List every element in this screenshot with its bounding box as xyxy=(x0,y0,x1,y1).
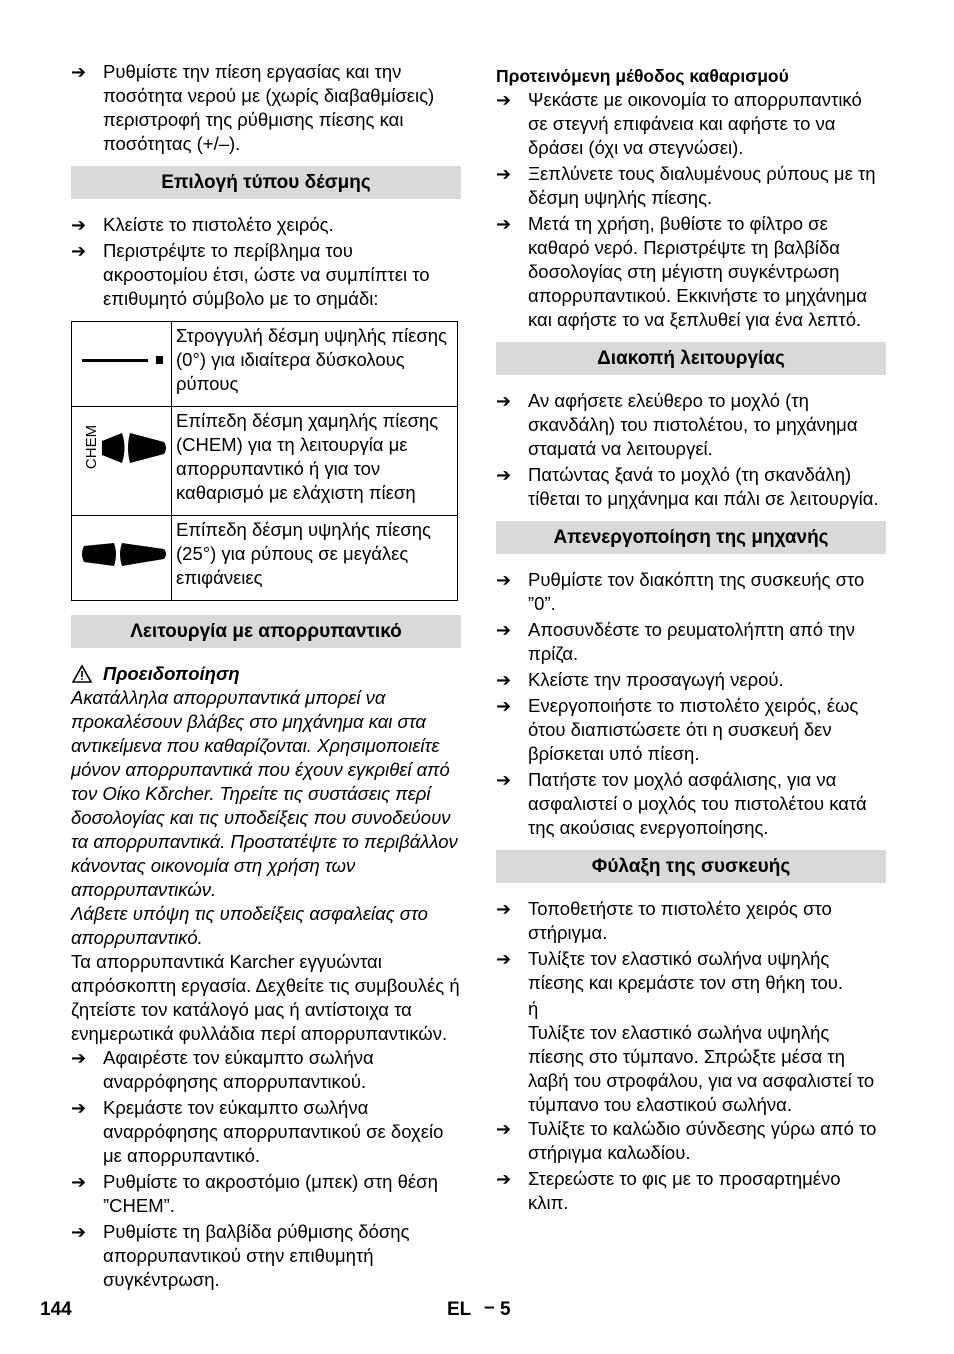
list-item: ➔ Στερεώστε το φις με το προσαρτημένο κλιπ. xyxy=(496,1168,841,1213)
list-item: ➔ Πατήστε τον μοχλό ασφάλισης, για να ασφαλιστεί ο μοχλός του πιστολέτου κατά της ακούσιας ενεργοποίησης. xyxy=(496,769,867,838)
warning-text-safety: Λάβετε υπόψη τις υποδείξεις ασφαλείας στο απορρυπαντικό. xyxy=(71,903,428,948)
language-code: EL xyxy=(447,1299,472,1320)
arrow-right-icon: ➔ xyxy=(71,1222,87,1242)
list-item: ➔ Ρυθμίστε τον διακόπτη της συσκευής στο ”0”. xyxy=(496,569,865,614)
page-number: 144 xyxy=(40,1299,72,1320)
arrow-right-icon: ➔ xyxy=(496,620,512,640)
arrow-right-icon: ➔ xyxy=(496,1169,512,1189)
arrow-right-icon: ➔ xyxy=(496,90,512,110)
nozzle-symbol-table xyxy=(71,321,458,601)
subheading-cleaning-method: Προτεινόμενη μέθοδος καθαρισμού xyxy=(496,66,789,86)
left-column xyxy=(71,60,461,1294)
list-item: ➔ Αφαιρέστε τον εύκαμπτο σωλήνα αναρρόφησης απορρυπαντικού. xyxy=(71,1047,374,1092)
section-heading-detergent: Λειτουργία με απορρυπαντικό xyxy=(71,615,461,648)
list-item: ➔ Κρεμάστε τον εύκαμπτο σωλήνα αναρρόφησης απορρυπαντικού σε δοχείο με απορρυπαντικό. xyxy=(71,1097,444,1166)
chem-jet-symbol xyxy=(72,407,172,516)
arrow-right-icon: ➔ xyxy=(496,164,512,184)
arrow-right-icon: ➔ xyxy=(496,899,512,919)
list-item: ➔ Κλείστε την προσαγωγή νερού. xyxy=(496,669,784,690)
list-item: ➔ Πατώντας ξανά το μοχλό (τη σκανδάλη) τίθεται το μηχάνημα και πάλι σε λειτουργία. xyxy=(496,464,879,509)
table-row xyxy=(72,407,458,516)
list-item: ➔ Ψεκάστε με οικονομία το απορρυπαντικό σε στεγνή επιφάνεια και αφήστε το να δράσει (όχι να στεγνώσει). xyxy=(496,89,862,158)
list-item: ➔ Τοποθετήστε το πιστολέτο χειρός στο στήριγμα. xyxy=(496,898,832,943)
section-heading-shutdown: Απενεργοποίηση της μηχανής xyxy=(496,521,886,554)
arrow-right-icon: ➔ xyxy=(71,62,87,82)
arrow-right-icon: ➔ xyxy=(496,770,512,790)
list-item: ➔ Ξεπλύνετε τους διαλυμένους ρύπους με τη δέσμη υψηλής πίεσης. xyxy=(496,163,876,208)
footer-dash: – xyxy=(484,1297,495,1318)
alternative-instruction: Τυλίξτε τον ελαστικό σωλήνα υψηλής πίεσης στο τύμπανο. Σπρώξτε μέσα τη λαβή του στροφάλου, για να ασφαλιστεί το τύμπανο του ελαστικού σωλήνα. xyxy=(528,1022,875,1115)
round-jet-symbol xyxy=(72,322,172,407)
list-item: ➔ Αν αφήσετε ελεύθερο το μοχλό (τη σκανδάλη) του πιστολέτου, το μηχάνημα σταματά να λειτουργεί. xyxy=(496,390,858,459)
list-item: ➔ Τυλίξτε τον ελαστικό σωλήνα υψηλής πίεσης και κρεμάστε τον στη θήκη του. xyxy=(496,948,844,993)
section-heading-jet-type: Επιλογή τύπου δέσμης xyxy=(71,166,461,199)
chem-label: CHEM xyxy=(83,424,100,470)
low-pressure-fan-jet-icon xyxy=(72,407,170,509)
arrow-right-icon: ➔ xyxy=(496,696,512,716)
arrow-right-icon: ➔ xyxy=(71,1048,87,1068)
warning-triangle-icon xyxy=(71,664,93,684)
round-jet-icon xyxy=(72,322,170,400)
table-row xyxy=(72,322,458,407)
list-item: ➔ Περιστρέψτε το περίβλημα του ακροστομίου έτσι, ώστε να συμπίπτει το επιθυμητό σύμβολο με το σημάδι: xyxy=(71,240,430,309)
table-cell: Επίπεδη δέσμη υψηλής πίεσης (25°) για ρύπους σε μεγάλες επιφάνειες xyxy=(172,516,458,601)
list-item: ➔ Αποσυνδέστε το ρευματολήπτη από την πρίζα. xyxy=(496,619,856,664)
arrow-right-icon: ➔ xyxy=(496,570,512,590)
table-row xyxy=(72,516,458,601)
list-item: ➔ Ενεργοποιήστε το πιστολέτο χειρός, έως ότου διαπιστώσετε ότι η συσκευή δεν βρίσκεται υπό πίεση. xyxy=(496,695,859,764)
table-cell: Επίπεδη δέσμη χαμηλής πίεσης (CHEM) για τη λειτουργία με απορρυπαντικό ή για τον καθαρισμό με ελάχιστη πίεση xyxy=(172,407,458,516)
arrow-right-icon: ➔ xyxy=(496,949,512,969)
arrow-right-icon: ➔ xyxy=(496,1119,512,1139)
arrow-right-icon: ➔ xyxy=(496,465,512,485)
section-heading-storage: Φύλαξη της συσκευής xyxy=(496,850,886,883)
list-item: ➔ Ρυθμίστε την πίεση εργασίας και την ποσότητα νερού με (χωρίς διαβαθμίσεις) περιστροφή της ρύθμισης πίεσης και ποσότητας (+/–). xyxy=(71,61,435,154)
arrow-right-icon: ➔ xyxy=(496,391,512,411)
high-pressure-fan-jet-icon xyxy=(72,516,170,594)
arrow-right-icon: ➔ xyxy=(496,670,512,690)
warning-text: Ακατάλληλα απορρυπαντικά μπορεί να προκαλέσουν βλάβες στο μηχάνημα και στα αντικείμενα που καθαρίζονται. Χρησιμοποιείτε μόνον απορρυπαντικά που έχουν εγκριθεί από τον Οίκο Kδrcher. Τηρείτε τις συστάσεις περί δοσολογίας και τις υποδείξεις που συνοδεύουν τα απορρυπαντικά. Προστατέψτε το περιβάλλον κάνοντας οικονομία στη χρήση των απορρυπαντικών. xyxy=(71,687,458,900)
arrow-right-icon: ➔ xyxy=(496,214,512,234)
section-heading-interrupt: Διακοπή λειτουργίας xyxy=(496,342,886,375)
right-column xyxy=(496,60,886,1217)
list-item: ➔ Τυλίξτε το καλώδιο σύνδεσης γύρω από το στήριγμα καλωδίου. xyxy=(496,1118,877,1163)
arrow-right-icon: ➔ xyxy=(71,1172,87,1192)
warning-title: Προειδοποίηση xyxy=(71,662,461,686)
or-separator: ή xyxy=(528,998,539,1019)
list-item: ➔ Ρυθμίστε τη βαλβίδα ρύθμισης δόσης απορρυπαντικού στην επιθυμητή συγκέντρωση. xyxy=(71,1221,410,1290)
list-item: ➔ Μετά τη χρήση, βυθίστε το φίλτρο σε καθαρό νερό. Περιστρέψτε τη βαλβίδα δοσολογίας στη μέγιστη συγκέντρωση απορρυπαντικού. Εκκινήστε το μηχάνημα και αφήστε το να ξεπλυθεί για ένα λεπτό. xyxy=(496,213,868,330)
body-paragraph: Τα απορρυπαντικά Karcher εγγυώνται απρόσκοπτη εργασία. Δεχθείτε τις συμβουλές ή ζητείστε τον κατάλογό μας ή αντίστοιχα τα ενημερωτικά φυλλάδια περί απορρυπαντικών. xyxy=(71,951,460,1044)
list-item: ➔ Ρυθμίστε το ακροστόμιο (μπεκ) στη θέση ”CHEM”. xyxy=(71,1171,438,1216)
arrow-right-icon: ➔ xyxy=(71,215,87,235)
table-cell: Στρογγυλή δέσμη υψηλής πίεσης (0°) για ιδιαίτερα δύσκολους ρύπους xyxy=(172,322,458,407)
fan-jet-symbol xyxy=(72,516,172,601)
arrow-right-icon: ➔ xyxy=(71,1098,87,1118)
local-page-number: 5 xyxy=(500,1299,511,1320)
list-item: ➔ Κλείστε το πιστολέτο χειρός. xyxy=(71,214,334,235)
arrow-right-icon: ➔ xyxy=(71,241,87,261)
